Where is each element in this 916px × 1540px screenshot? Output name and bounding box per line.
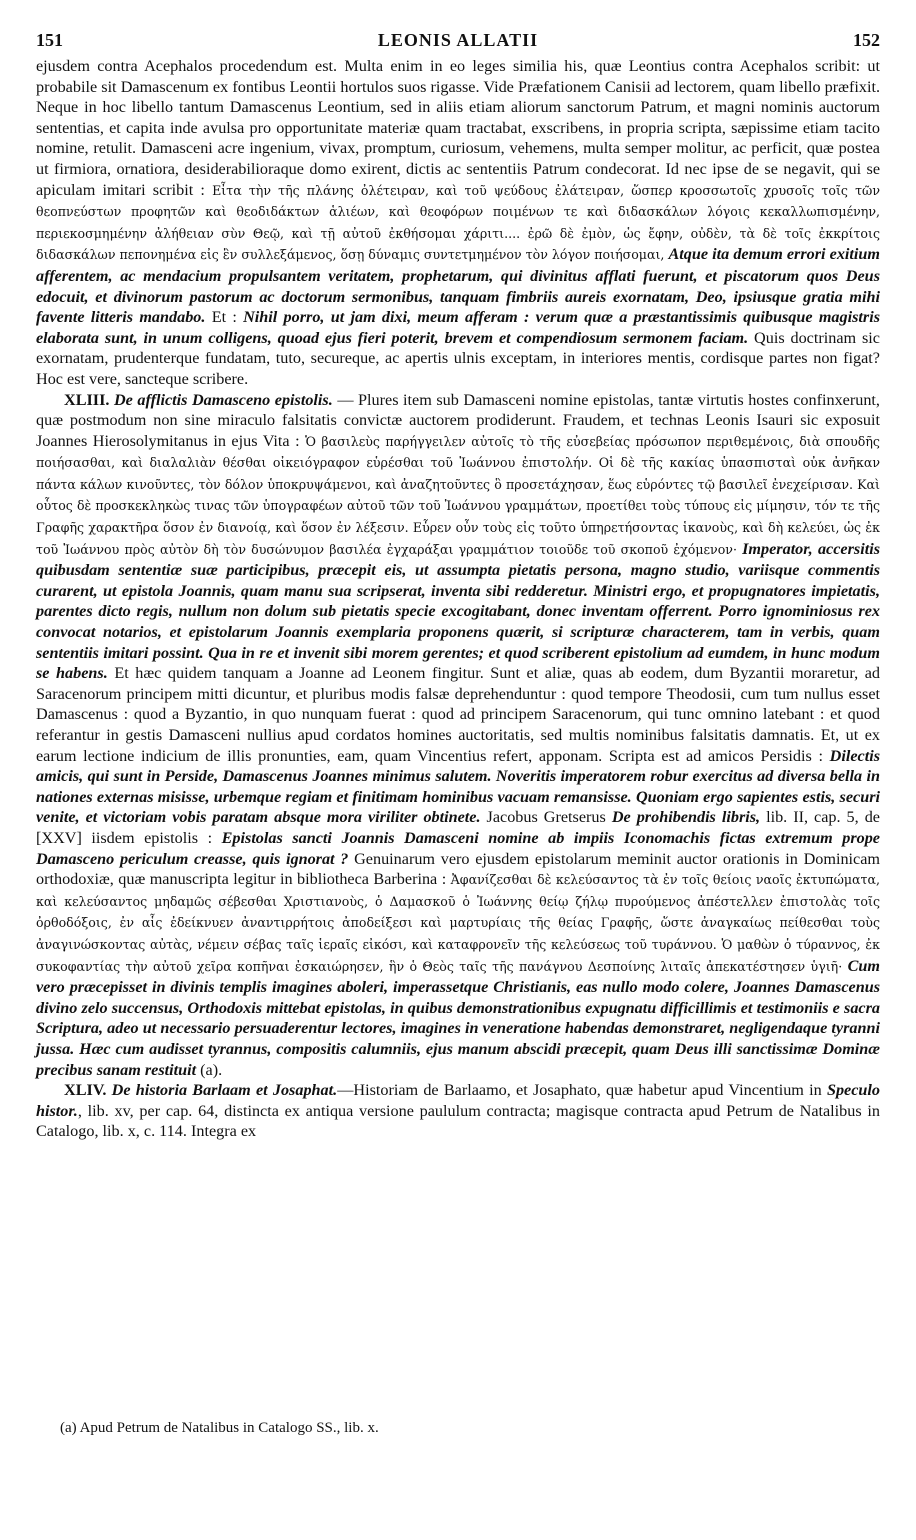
latin-quote: Epistolas sancti Joannis Damasceni nomine ab impiis Iconomachis fictas extremum prope Damasceno periculum creasse, quis ignorat ? (36, 828, 880, 868)
greek-quote: Ἀφανίζεσθαι δὲ κελεύσαντος τὰ ἐν τοῖς θείοις ναοῖς ἐκτυπώματα, καὶ κελεύσαντος μηδαμῶς σέβεσθαι Χριστιανοὺς, ὁ Δαμασκοῦ ὁ Ἰωάννης θείῳ ζήλῳ πυρούμενος ἀπέστελλεν ἐπιστολὰς τοῖς ὀρθοδόξοις, ἐν αἷς ἐδείκνυεν ἀναντιρρήτοις ἀποδείξεσι καὶ μαρτυρίαις τῆς θείας Γραφῆς, ὥστε ἀναγκαίως πείθεσθαι τοὺς ἀναγινώσκοντας αὐτὰς, νέμειν σέβας ταῖς ἱεραῖς εἰκόσι, καὶ καταφρονεῖν τῆς κελεύσεως τοῦ τυράννου. Ὁ μαθὼν ὁ τύραννος, ἐκ συκοφαντίας τὴν αὐτοῦ χεῖρα κοπῆναι ἐσκαιώρησεν, ἣν ὁ Θεὸς ταῖς τῆς πανάγνου Δεσποίνης λιταῖς ἀπεκατέστησεν ὑγιῆ· (36, 872, 880, 974)
text-run: —Historiam de Barlaamo, et Josaphato, quæ habetur apud Vincentium in (337, 1081, 827, 1100)
text-run: — Plures item sub Damasceni nomine epistolas, tantæ virtutis hostes confinxerunt, quæ postmodum non sine miraculo falsitatis convictæ auctorem prodiderunt. Fraudem, et technas Leonis Isauri sic exposuit Joannes Hierosolymitanus in ejus Vita : (36, 390, 880, 450)
text-run: Genuinarum vero ejusdem epistolarum meminit auctor orationis in Dominicam orthodoxiæ, quæ manuscripta legitur in bibliotheca Barberina : (36, 849, 881, 889)
text-run: ejusdem contra Acephalos procedendum est. Multa enim in eo leges similia his, quæ Leontius contra Acephalos scribit: ut probabile sit Damascenum ex fontibus Leontii hortulos suos rigasse. Vide Præfationem Canisii ad lectorem, quam libello præfixit. Neque in hoc libello tantum Damascenus Leontium, sed in aliis etiam aliorum sanctorum Patrum, et magni nominis auctorum sententias, et capita inde avulsa pro opportunitate materiæ quam tractabat, exscribens, in propria scripta, sæpissime etiam tacito nomine, retulit. Damasceni acre ingenium, vivax, promptum, curiosum, vehemens, multa semper molitur, ac perficit, quæ postea ut firmiora, ornatiora, desiderabilioraque domo exirent, dictis ac sententiis Patrum condecorat. Id nec ipse de se negavit, qui se apiculam imitari scribit : (36, 57, 880, 199)
greek-quote: Εἶτα τὴν τῆς πλάνης ὀλέτειραν, καὶ τοῦ ψεύδους ἐλάτειραν, ὥσπερ κροσσωτοῖς χρυσοῖς τοῖς τῶν θεοπνεύστων προφητῶν καὶ θεοδιδάκτων ἁλιέων, καὶ θεοφόρων ποιμένων τε καὶ διδασκάλων λόγοις κεκαλλωπισμένην, περιεκοσμημένην ἀλήθειαν σὺν Θεῷ, καὶ τῇ αὐτοῦ ἐκθήσομαι χάριτι.... ἐρῶ δὲ ἐμὸν, ὡς ἔφην, οὐδὲν, τὰ δὲ τοῖς ἐκκρίτοις διδασκάλων πεπονημένα εἰς ἓν συλλεξάμενος, ὅσῃ δύναμις συντετμημένον τὸν λόγον ποιήσομαι, (36, 182, 880, 263)
text-run: lib. II, cap. 5, de [XXV] iisdem epistolis : (36, 808, 880, 847)
book-title: Speculo histor. (36, 1081, 880, 1120)
paragraph-continued (36, 56, 880, 390)
latin-translation: Cum vero præcepisset in divinis templis imagines aboleri, imperassetque Christianis, eas nullo modo colere, Joannes Damascenus divino zelo succensus, Orthodoxis mittebat epistolas, in quibus demonstrationibus expugnatu difficillimis et testimoniis e sacra Scriptura, adeo ut necessario persuaderentur lectores, imagines in veneratione habendas demonstraret, negligendaque tyranni jussa. Hæc cum audisset tyrannus, compositis calumniis, ejus manum abscidi præcepit, quam Deus illi sanctissimæ Dominæ precibus sanam restituit (36, 956, 880, 1079)
section-xliii (36, 390, 880, 1081)
text-run: Et : (205, 308, 244, 327)
latin-translation: Atque ita demum errori exitium afferentem, ac mendacium propulsantem veritatem, prophetarum, qui divinitus afflati fuerunt, et piscatorum quos Deus edocuit, et divinorum pastorum ac doctorum sermonibus, tanquam fimbriis aureis exornatam, Deo, ipsiusque gratia mihi favente litteris mandabo. (36, 245, 880, 327)
section-number: XLIV. (64, 1081, 107, 1100)
page-header (36, 30, 880, 56)
section-number: XLIII. (64, 390, 110, 409)
section-xliv (36, 1080, 880, 1142)
text-run: , lib. xv, per cap. 64, distincta ex antiqua versione paululum contracta; magisque contracta apud Petrum de Natalibus in Catalogo, lib. x, c. 114. Integra ex (36, 1101, 880, 1141)
footnote: (a) Apud Petrum de Natalibus in Catalogo SS., lib. x. (60, 1420, 379, 1436)
latin-translation: Nihil porro, ut jam dixi, meum afferam : verum quæ a præstantissimis quibusque magistris elaborata sunt, in unum colligens, quoad ejus fieri poterit, brevem et compendiosum sermonem faciam. (36, 308, 880, 347)
text-run: Et hæc quidem tanquam a Joanne ad Leonem fingitur. Sunt et aliæ, quas ab eodem, dum Byzantii moraretur, ad Saracenorum principem mitti dicuntur, et pluribus modis falsæ deprehenduntur : quod tempore Theodosii, cum tum nullus esset Damascenus : quod a Byzantio, in quo nunquam fuerat : quod ad principem Saracenorum, qui tunc omnino latebant : et quod referantur in gestis Damasceni nullius apud cordatos homines auctoritatis, sed multis nominibus falsitatis damnatis. Et, ut ex earum lectione indicium de illis pronunties, eam, quam Vincentius refert, apponam. Scripta est ad amicos Persidis : (36, 664, 880, 765)
greek-quote: Ὁ βασιλεὺς παρήγγειλεν αὐτοῖς τὸ τῆς εὐσεβείας πρόσωπον περιθεμένοις, διὰ σπουδῆς ποιήσασθαι, καὶ διαλαλιὰν θέσθαι οἰκειόγραφον εὑρέσθαι τοῦ Ἰωάννου ἐπιστολήν. Οἱ δὲ τῆς κακίας ὑπασπισταὶ οὐκ ἀνῆκαν πάντα κάλων κινοῦντες, τὸν δόλον ὑποκρυψάμενοι, καὶ ἀναζητοῦντες ὃ προσετάχησαν, ἕως εὑρόντες τῷ βασιλεῖ ἐνεχείρισαν. Καὶ οὗτος δὲ προσκεκληκὼς τινας τῶν ὑπογραφέων αὐτοῦ τῶν τοῦ Ἰωάννου γραμμάτων, προετίθει τοὺς τύπους εἰς μίμησιν, τόν τε τῆς Γραφῆς χαρακτῆρα ὅσον ἐν διανοίᾳ, καὶ ὅσον ἐν λέξεσιν. Εὗρεν οὖν τοὺς εἰς τοῦτο ὑπηρετήσοντας ἱκανοὺς, καὶ δὴ κελεύει, ὡς ἐκ τοῦ Ἰωάννου πρὸς αὐτὸν δὴ τὸν δυσώνυμον βασιλέα ἐγχαράξαι γραμμάτιον τοιοῦδε τοῦ σκοποῦ ἐχόμενον· (36, 433, 880, 557)
text-run: Jacobus Gretserus (480, 808, 612, 827)
running-head: LEONIS ALLATII (377, 30, 539, 50)
footnote-reference: (a). (196, 1060, 223, 1079)
book-title: De prohibendis libris, (611, 808, 761, 827)
page-number-right: 152 (852, 30, 880, 50)
page-number-left: 151 (36, 30, 63, 50)
latin-quote: Dilectis amicis, qui sunt in Perside, Damascenus Joannes minimus salutem. Noveritis imperatorem robur exercitus ad diversa bella in nationes externas misisse, urbemque regiam et finitimam hominibus vacuam remansisse. Quoniam ergo sapientes estis, securi venite, et victoriam vobis paratam absque mora viriliter obtinete. (36, 746, 880, 827)
main-text (36, 56, 880, 1142)
section-title: De afflictis Damasceno epistolis. (109, 390, 333, 409)
text-run: Quis doctrinam sic exornatam, prudenterque fundatam, tuto, secureque, ac apertis ulnis exceptam, in interiores mentis, cordisque partes non figat? Hoc est vere, sancteque scribere. (36, 328, 880, 388)
section-title: De historia Barlaam et Josaphat. (106, 1081, 338, 1100)
latin-translation: Imperator, accersitis quibusdam sententiæ suæ participibus, præcepit eis, ut assumpta pietatis persona, magno studio, variisque commentis curarent, ut epistola Joannis, quam manu sua scripserat, inventa sibi redderetur. Ministri ergo, et propugnatores impietatis, parentes dicto regis, nullum non dolum sub pietatis specie excogitabant, donec inventam offerrent. Porro ignominiosus rex convocat notarios, et epistolarum Joannis exemplaria proponens quærit, si scripturæ characterem, tam in verbis, quam sententiis imitari possint. Qua in re et invenit sibi morem gerentes; et quod scriberent epistolium ad eumdem, in hunc modum se habens. (36, 539, 880, 683)
